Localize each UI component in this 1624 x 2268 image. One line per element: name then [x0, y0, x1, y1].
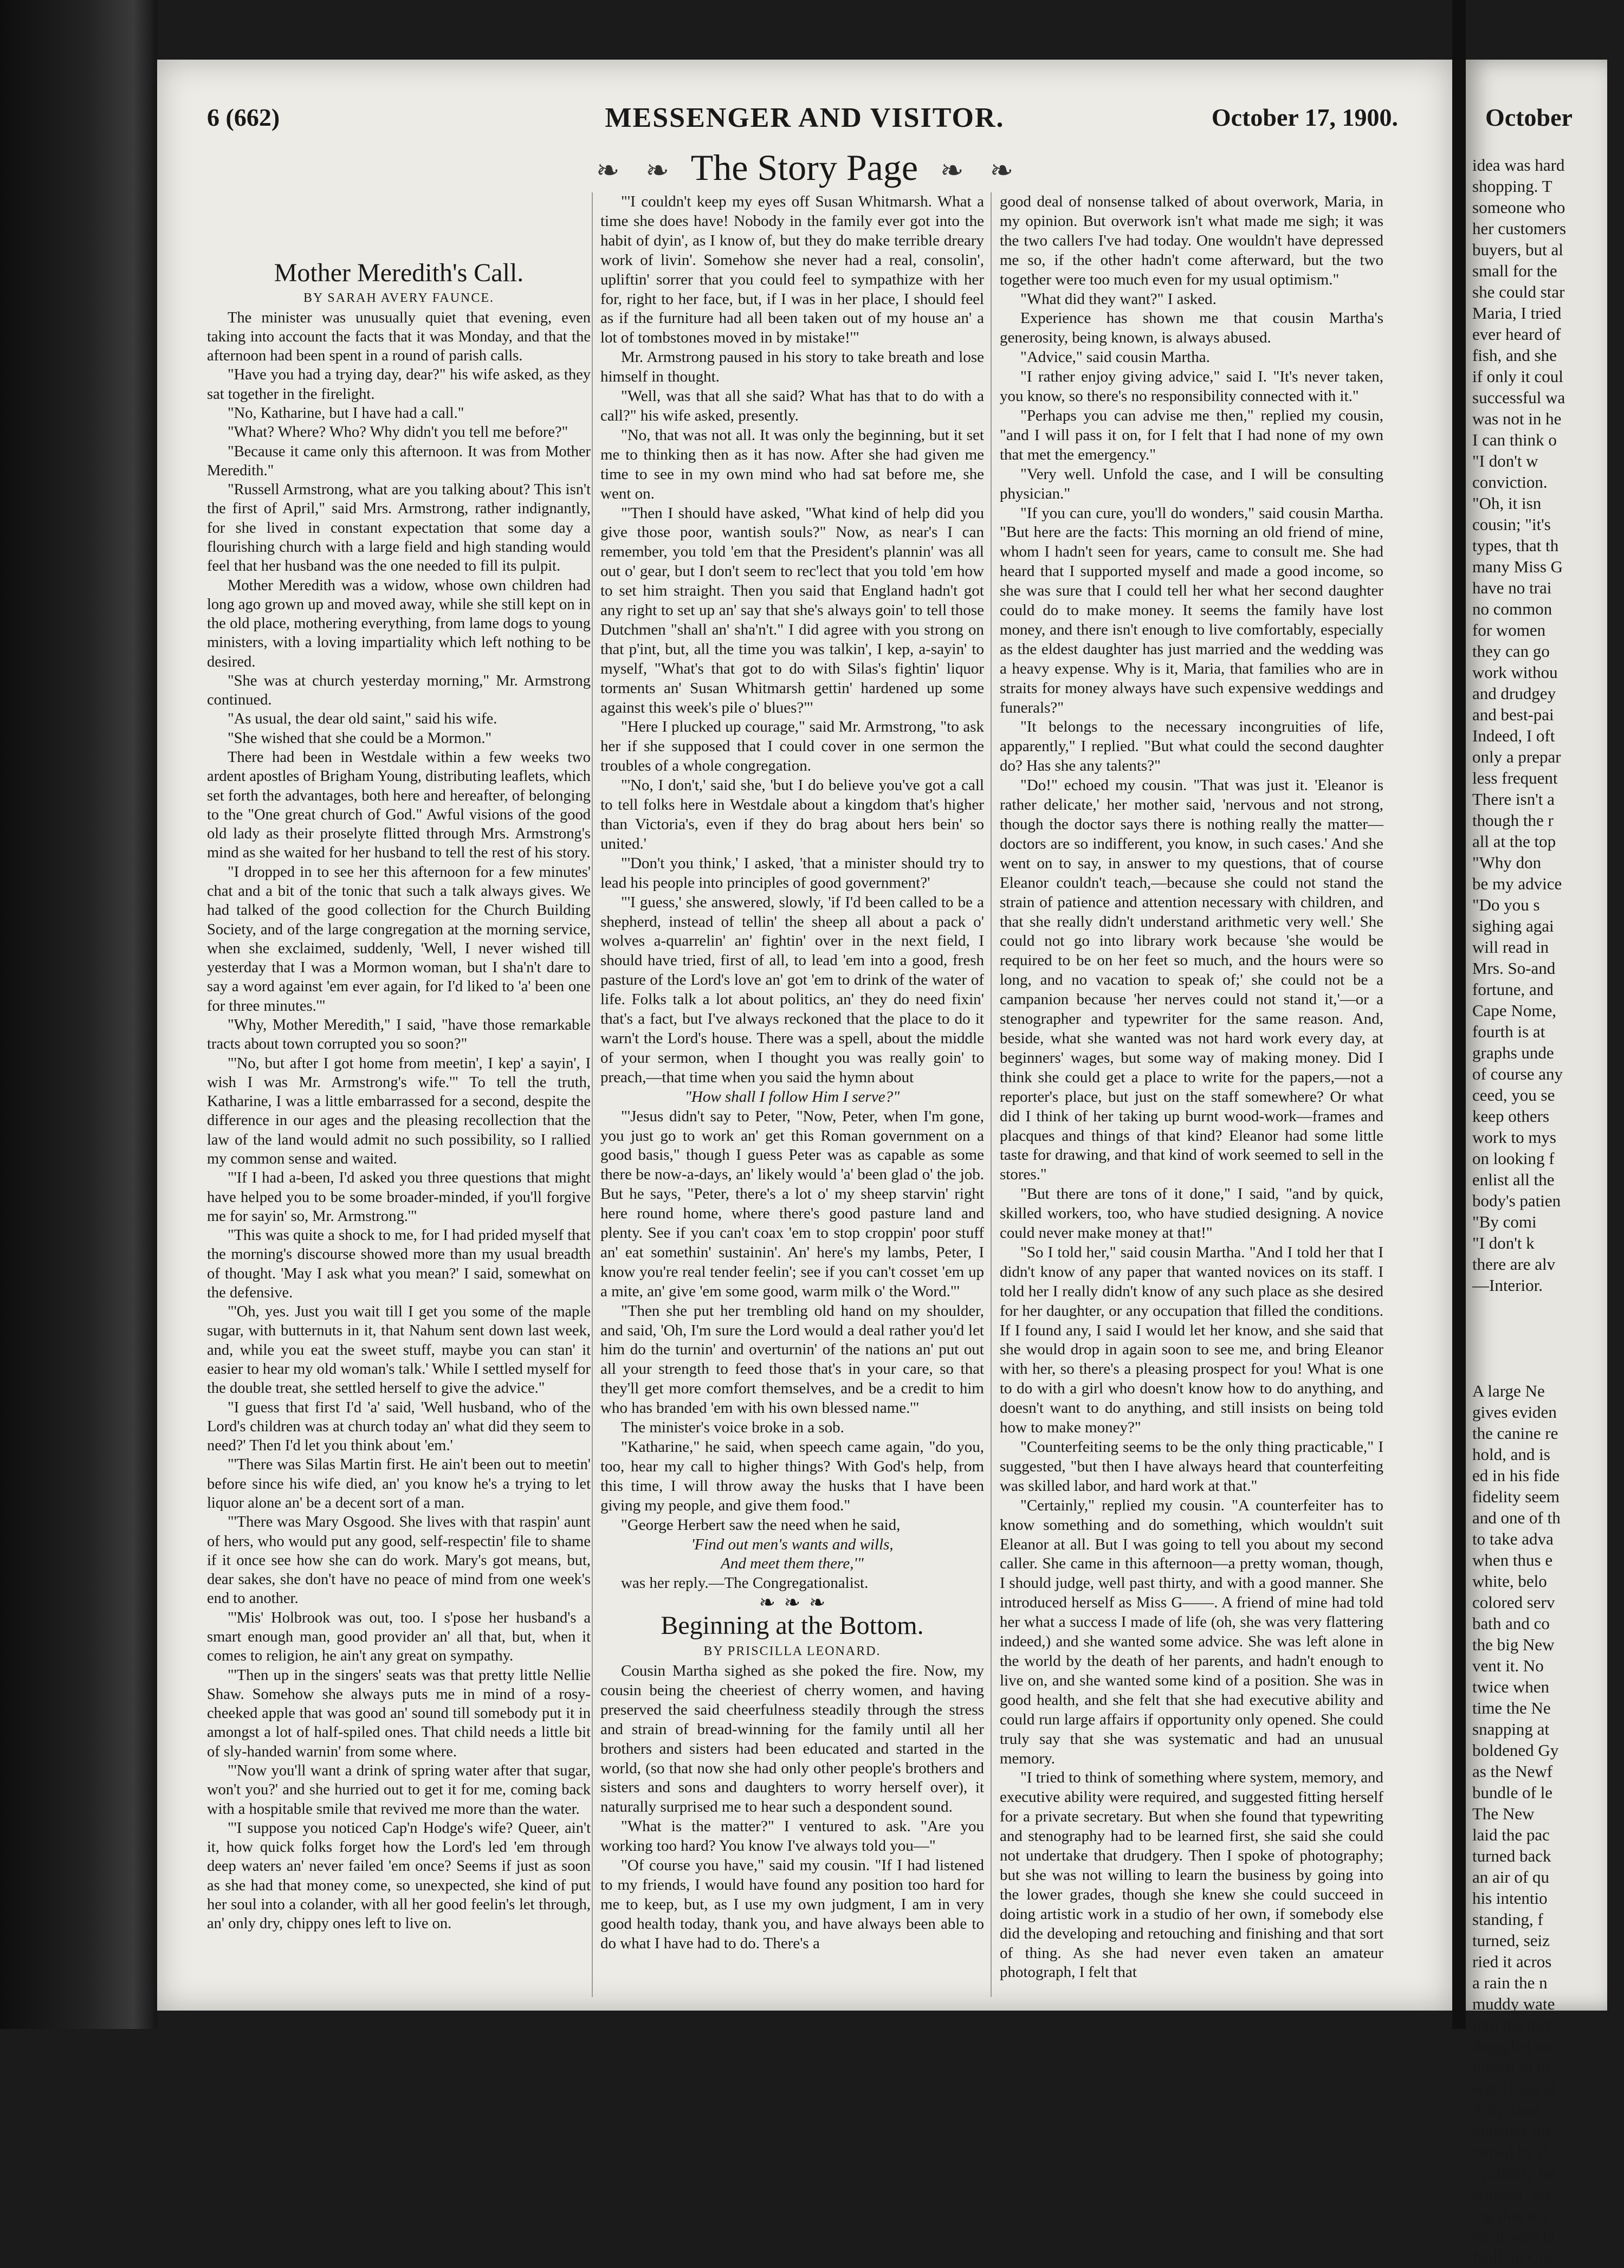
- text-line: shopping. T: [1472, 177, 1552, 196]
- text-line: fourth is at: [1472, 1022, 1545, 1041]
- paragraph: "'Don't you think,' I asked, 'that a minister should try to lead his people into principles of good government?': [600, 854, 984, 891]
- text-line: Noll, in Chi: [1472, 2248, 1552, 2267]
- leaf-ornament-icon: ❧: [809, 1592, 826, 1614]
- paragraph: "No, Katharine, but I have had a call.": [228, 404, 464, 422]
- paragraph: was her reply.—The Congregationalist.: [621, 1574, 869, 1592]
- text-line: I can think o: [1472, 430, 1557, 449]
- paragraph: "'Now you'll want a drink of spring water after that sugar, won't you?' and she hurried out to get it for me, coming back with a hospitable smile that revived me more than the water.: [207, 1762, 591, 1818]
- text-line: if only it coul: [1472, 367, 1563, 386]
- facing-page: [1466, 60, 1607, 2267]
- article-byline: BY PRISCILLA LEONARD.: [703, 1644, 881, 1659]
- text-line: twice when: [1472, 1677, 1550, 1696]
- text-line: into the dirt: [1472, 2015, 1551, 2034]
- text-line: someone who: [1472, 198, 1565, 217]
- text-line: "Why don: [1472, 853, 1542, 872]
- paragraph: "I guess that first I'd 'a' said, 'Well husband, who of the Lord's children was at church today an' what did they seem to need?' Then I'd let you think about 'em.': [207, 1399, 591, 1455]
- paragraph: "I dropped in to see her this afternoon for a few minutes' chat and a bit of the tonic that such a talk always gives. We had talked of the good collection for the Church Building Society, and of the large congregation at the morning service, when she exclaimed, suddenly, 'Well, I never wished till yesterday that I was a Mormon woman, but I sha'n't dare to say a word against 'em ever again, for I'd liked to 'a' been one for three minutes.'": [207, 863, 591, 1015]
- paragraph: good deal of nonsense talked of about overwork, Maria, in my opinion. But overwork isn't what made me sigh; it was the two callers I've had today. One wouldn't have depressed me so, if the other hadn't come afterward, but the two together were too much even for my usual optimism.": [1000, 193, 1383, 288]
- paragraph: The minister was unusually quiet that evening, even taking into account the facts that it was Monday, and that the afternoon had been spent in a round of parish calls.: [207, 309, 591, 365]
- text-line: "Oh, it isn: [1472, 494, 1542, 513]
- leaf-ornament-icon: ❧: [759, 1592, 775, 1614]
- article-byline: BY SARAH AVERY FAUNCE.: [303, 291, 495, 306]
- paragraph: "She was at church yesterday morning," Mr. Armstrong continued.: [207, 672, 591, 709]
- paragraph: "Russell Armstrong, what are you talking about? This isn't the first of April," said Mrs. Armstrong, rather indignantly, for she lived in constant expectation that some day a flourishing church with a large field and high standing would feel that her husband was the one needed to fill its pulpit.: [207, 481, 591, 575]
- paragraph: "Of course you have," said my cousin. "If I had listened to my friends, I would have found any position too hard for me to keep, but, as I use my own judgment, I am in very good health today, thank you, and have always been able to do what I have had to do. There's a: [600, 1857, 984, 1952]
- text-line: work to mys: [1472, 1128, 1556, 1147]
- text-line: "Do you s: [1472, 895, 1540, 914]
- text-line: fidelity seem: [1472, 1487, 1560, 1506]
- text-line: they can go: [1472, 642, 1550, 661]
- paragraph: "'No, but after I got home from meetin', I kep' a sayin', I wish I was Mr. Armstrong's wife.'" To tell the truth, Katharine, I was a little embarrassed for a second, despite the difference in our ages and the pleasing recollection that the law of the land would admit no such possibility, so I rallied my common sense and waited.: [207, 1055, 591, 1167]
- paragraph: "What is the matter?" I ventured to ask. "Are you working too hard? You know I've always told you—": [600, 1818, 984, 1855]
- article-title: Beginning at the Bottom.: [661, 1611, 924, 1640]
- issue-date: October 17, 1900.: [1211, 104, 1398, 131]
- paragraph: "'There was Silas Martin first. He ain't been out to meetin' before since his wife died, an' you know he's a trying to let liquor alone an' be a decent sort of a man.: [207, 1456, 591, 1511]
- paragraph: "Advice," said cousin Martha.: [1020, 348, 1210, 366]
- paragraph: "No, that was not all. It was only the beginning, but it set me to thinking then as it has now. After she had given me time to see in my own mind who had sat before me, she went on.: [600, 426, 984, 502]
- paragraph: "'There was Mary Osgood. She lives with that raspin' aunt of hers, who would put any good, self-respectin' file to shame if it once see how she can do work. Mary's got means, but, dear sakes, she don't have no peace of mind from one week's end to another.: [207, 1514, 591, 1607]
- paragraph: "Very well. Unfold the case, and I will be consulting physician.": [1000, 465, 1383, 502]
- text-line: ing that it s: [1472, 2206, 1548, 2225]
- paragraph: And meet them there,'": [721, 1555, 864, 1573]
- page-number: 6 (662): [207, 104, 280, 131]
- paragraph: "What did they want?" I asked.: [1020, 290, 1217, 308]
- paragraph: "Well, was that all she said? What has that to do with a call?" his wife asked, presently.: [600, 387, 984, 424]
- paragraph: The minister's voice broke in a sob.: [621, 1419, 844, 1437]
- text-line: there are alv: [1472, 1255, 1556, 1274]
- leaf-ornament-icon: ❧: [784, 1592, 801, 1614]
- text-line: white, belo: [1472, 1572, 1547, 1591]
- paragraph: "Counterfeiting seems to be the only thing practicable," I suggested, "but then I have always heard that counterfeiting was skilled labor, and hard work at that.": [1000, 1438, 1383, 1495]
- paragraph: "Have you had a trying day, dear?" his wife asked, as they sat together in the firelight.: [207, 366, 591, 403]
- text-line: will read in: [1472, 938, 1549, 957]
- paragraph: "I tried to think of something where system, memory, and executive ability were required, and suggested fitting herself for a private secretary. But when she found that typewriting and stenography had to be learned first, she said she could not undertake that drudgery. Then I spoke of photography; but she was not willing to learn the business by going into the lower grades, though she knew she could succeed in doing artistic work in a studio of her own, if somebody else did the developing and retouching and finishing and that sort of thing. As she had never even taken an amateur photograph, I felt that: [1000, 1769, 1383, 1981]
- text-line: There isn't a: [1472, 790, 1555, 809]
- text-line: ed in his fide: [1472, 1466, 1560, 1485]
- text-line: Indeed, I oft: [1472, 726, 1555, 745]
- paragraph: "Certainly," replied my cousin. "A counterfeiter has to know something and do something, which wouldn't suit Eleanor at all. But I was going to tell you about my second caller. She came in this afternoon—a pretty woman, though, I should judge, well past thirty, and with a good manner. She introduced herself as Miss G——. A friend of mine had told her what a success I made of life (oh, she was very flattering indeed,) and she wanted some advice. She was left alone in the world by the death of her parents, and hadn't enough to live on, and she wanted some kind of a position. She was in good health, and she felt that she had executive ability and could run large affairs if opportunity only opened. She could truly say that she was systematic and had an unusual memory.: [1000, 1496, 1383, 1767]
- text-line: ceed, you se: [1472, 1085, 1555, 1104]
- column-rule: [991, 192, 992, 1997]
- text-line: body's patien: [1472, 1191, 1561, 1210]
- text-line: conviction.: [1472, 473, 1548, 492]
- text-line: an air of qu: [1472, 1868, 1550, 1886]
- text-line: snapping at: [1472, 1720, 1550, 1739]
- text-line: on looking f: [1472, 1149, 1555, 1168]
- leaf-ornament-icon: ❧: [940, 156, 964, 186]
- text-line: positively la: [1472, 2227, 1555, 2246]
- page-gutter: [1452, 0, 1466, 2029]
- paragraph: "It belongs to the necessary incongruities of life, apparently," I replied. "But what could the second daughter do? Has she any talents?": [1000, 718, 1383, 775]
- text-line: idea was hard: [1472, 156, 1565, 175]
- text-line: A bystand: [1472, 2100, 1540, 2119]
- text-line: [1472, 1317, 1624, 1338]
- text-line: sighing agai: [1472, 916, 1554, 935]
- column-1: [207, 260, 591, 1933]
- paragraph: "Perhaps you can advise me then," replied my cousin, "and I will pass it on, for I felt that I had none of my own that met the emergency.": [1000, 406, 1383, 463]
- paragraph: Mother Meredith was a widow, whose own children had long ago grown up and moved away, while she still kept on in the old place, mothering everything, from lame dogs to young ministers, with a loving impartiality which left nothing to be desired.: [207, 577, 591, 670]
- text-line: standing, f: [1472, 1910, 1543, 1929]
- paragraph: There had been in Westdale within a few weeks two ardent apostles of Brigham Young, distributing leaflets, which set forth the advantages, both here and hereafter, of belonging to the "One great church of God." Awful visions of the good old lady as their proselyte flitted through Mrs. Armstrong's mind as she waited for her husband to tell the rest of his story.: [207, 749, 591, 862]
- text-line: only a prepar: [1472, 747, 1561, 766]
- text-line: her customers: [1472, 219, 1567, 238]
- text-line: no common: [1472, 599, 1552, 618]
- text-line: —Interior.: [1472, 1276, 1543, 1295]
- divider-ornament: [600, 1593, 984, 1613]
- column-2: [600, 192, 984, 1954]
- text-line: though the r: [1472, 811, 1554, 830]
- leaf-ornament-icon: ❧: [645, 156, 669, 186]
- paragraph: "As usual, the dear old saint," said his wife.: [228, 710, 497, 728]
- paragraph: "But there are tons of it done," I said, "and by quick, skilled workers, too, who have studied designing. A novice could never make money at that!": [1000, 1185, 1383, 1242]
- text-line: work withou: [1472, 663, 1558, 682]
- text-line: "By comi: [1472, 1212, 1537, 1231]
- text-line: many Miss G: [1472, 557, 1563, 576]
- text-line: [1472, 1338, 1624, 1359]
- paragraph: "'Then I should have asked, "What kind of help did you give those poor, wantish souls?" Now, as near's I can remember, you told 'em that the President's plannin' was all out o' gear, but I don't seem to rec'lect that you told 'em how to set him straight. Then you said that England hadn't got any right to set up an' say that she's always goin' to tell those Dutchmen "shall an' sha'n't." I did agree with you strong on that p'int, but, all the time you was talkin', I kep, a-sayin' to myself, "What's that got to do with Silas's fightin' liquor torments an' Susan Whitmarsh gettin' hardened up some against this week's pile o' blues?"': [600, 504, 984, 716]
- paragraph: "'No, I don't,' said she, 'but I do believe you've got a call to tell folks here in Westdale about a kingdom that's higher than Victoria's, even if they do brag about hers bein' so united.': [600, 777, 984, 852]
- text-line: types, that th: [1472, 536, 1559, 555]
- text-line: fish, and she: [1472, 346, 1557, 365]
- text-line: ever heard of: [1472, 325, 1561, 344]
- text-line: to take adva: [1472, 1529, 1554, 1548]
- text-line: Cape Nome,: [1472, 1001, 1556, 1020]
- text-line: A large Ne: [1472, 1381, 1545, 1400]
- newspaper-page: [157, 60, 1452, 2011]
- paragraph: "'Then up in the singers' seats was that pretty little Nellie Shaw. Somehow she always puts me in mind of a rosy-cheeked apple that was good an' sound till somebody put it in amongst a lot of half-spiled ones. That child needs a little bit of sly-handed warnin' from some where.: [207, 1666, 591, 1760]
- paragraph: "Because it came only this afternoon. It was from Mother Meredith.": [207, 443, 591, 479]
- book-binding: [0, 0, 157, 2029]
- text-line: small for the: [1472, 261, 1557, 280]
- text-line: [1472, 1359, 1624, 1380]
- paragraph: 'Find out men's wants and wills,: [691, 1535, 894, 1553]
- text-line: colored serv: [1472, 1593, 1555, 1612]
- text-line: laid the pac: [1472, 1825, 1550, 1844]
- paragraph: "How shall I follow Him I serve?": [684, 1088, 900, 1106]
- text-line: fortune, and: [1472, 980, 1554, 999]
- paragraph: "I rather enjoy giving advice," said I. "It's never taken, you know, so there's no responsibility connected with it.": [1000, 368, 1383, 405]
- text-line: was not in he: [1472, 409, 1562, 428]
- text-line: when thus e: [1472, 1550, 1553, 1569]
- text-line: less frequent: [1472, 768, 1558, 787]
- text-line: boldened Gy: [1472, 1741, 1559, 1760]
- text-line: the canine re: [1472, 1424, 1558, 1443]
- text-line: vent it. No: [1472, 1656, 1544, 1675]
- text-line: and one of th: [1472, 1508, 1561, 1527]
- paragraph: "Then she put her trembling old hand on my shoulder, and said, 'Oh, I'm sure the Lord would a deal rather you'd let him do the turnin' and overturnin' of the nations an' put out all your strength to feed those that's in your care, so that they'll get more comfort themselves, and be a credit to him who has branded 'em with his own blessed name.'": [600, 1302, 984, 1417]
- facing-page-header: October: [1485, 104, 1573, 131]
- text-line: tained by th: [1472, 2142, 1552, 2161]
- paragraph: "Here I plucked up courage," said Mr. Armstrong, "to ask her if she supposed that I could cover in one sermon the troubles of a whole congregation.: [600, 718, 984, 775]
- section-heading: [157, 146, 1452, 189]
- text-line: The New: [1472, 1804, 1535, 1823]
- paragraph: "Why, Mother Meredith," I said, "have those remarkable tracts about town corrupted you so soon?": [207, 1016, 591, 1053]
- text-line: draggled an: [1472, 2037, 1551, 2056]
- paragraph: "This was quite a shock to me, for I had prided myself that the morning's discourse showed more than my usual breadth of thought. 'May I ask what you mean?' I said, somewhat on the defensive.: [207, 1227, 591, 1301]
- text-line: ward look at: [1472, 2079, 1556, 2098]
- text-line: and best-pai: [1472, 705, 1554, 724]
- text-line: "I don't w: [1472, 451, 1538, 470]
- text-line: successful wa: [1472, 388, 1565, 407]
- paragraph: "Katharine," he said, when speech came again, "do you, too, hear my call to higher things? With God's help, from this time, I will throw away the husks that I have been giving my people, and give them food.": [600, 1438, 984, 1514]
- text-line: enlist all the: [1472, 1170, 1555, 1189]
- text-line: his intentio: [1472, 1889, 1548, 1908]
- paragraph: "'If I had a-been, I'd asked you three questions that might have helped you to be some broader-minded, if you'll forgive me for sayin' so, Mr. Armstrong.'": [207, 1169, 591, 1225]
- column-rule: [592, 192, 593, 1997]
- paragraph: "'I couldn't keep my eyes off Susan Whitmarsh. What a time she does have! Nobody in the family ever got into the habit of dyin', as I know of, but they do make terrible dreary work of livin'. Somehow she never had a real, consolin', upliftin' sorrer that you could feel to sympathize with her for, right to her face, but, if I was in her place, I should feel as if the furniture had all been taken out of my house an' a lot of tombstones moved in by mistake!'": [600, 193, 984, 347]
- text-line: gives eviden: [1472, 1403, 1557, 1421]
- paragraph: "So I told her," said cousin Martha. "And I told her that I didn't know of any paper that wanted novices on its staff. I told her I really didn't know of any such place as she desired for her daughter, or any occupation that filled the conditions. If I found any, I said I would let her know, and she said that she would drop in again soon to see me, and bring Eleanor with her, so there's a pleasing prospect for you! What is one to do with a girl who doesn't know how to do anything, and doesn't want to do anything, and still insists on being told how to make money?": [1000, 1243, 1383, 1437]
- text-line: turned to hi: [1472, 2058, 1550, 2077]
- text-line: all at the top: [1472, 832, 1556, 851]
- text-line: have no trai: [1472, 578, 1552, 597]
- leaf-ornament-icon: ❧: [989, 156, 1014, 186]
- text-line: time the Ne: [1472, 1698, 1551, 1717]
- leaf-ornament-icon: ❧: [596, 156, 620, 186]
- paragraph: Cousin Martha sighed as she poked the fire. Now, my cousin being the cheeriest of cherry women, and having preserved the said cheerfulness steadily through the stress and strain of bread-winning for the family until all her brothers and sisters had been educated and started in the world, (so that now she had only other people's brothers and sisters and sons and daughters to worry herself over), it naturally surprised me to hear such a despondent sound.: [600, 1662, 984, 1816]
- paragraph: "She wished that she could be a Mormon.": [228, 729, 492, 747]
- text-line: "I don't k: [1472, 1233, 1535, 1252]
- text-line: the big New: [1472, 1635, 1555, 1654]
- paragraph: "What? Where? Who? Why didn't you tell me before?": [228, 424, 568, 441]
- section-title: The Story Page: [690, 147, 918, 188]
- text-line: as the Newf: [1472, 1762, 1553, 1781]
- text-line: vouches for: [1472, 2121, 1551, 2140]
- text-line: evidently be: [1472, 2163, 1555, 2182]
- text-line: turned back: [1472, 1846, 1551, 1865]
- paragraph: "George Herbert saw the need when he said,: [621, 1516, 901, 1534]
- text-line: a rain the n: [1472, 1973, 1548, 1992]
- text-line: [1472, 1296, 1624, 1317]
- facing-page-text: [1472, 154, 1624, 2268]
- paragraph: Mr. Armstrong paused in his story to take breath and lose himself in thought.: [600, 348, 984, 386]
- text-line: ried it acros: [1472, 1952, 1552, 1971]
- text-line: keep others: [1472, 1107, 1550, 1126]
- text-line: Maria, I tried: [1472, 303, 1562, 322]
- masthead: MESSENGER AND VISITOR.: [605, 102, 1005, 133]
- page-header: [157, 98, 1452, 146]
- text-line: hold, and is: [1472, 1445, 1550, 1464]
- text-line: for women: [1472, 621, 1546, 639]
- text-line: muddy wate: [1472, 1994, 1555, 2013]
- text-line: graphs unde: [1472, 1043, 1554, 1062]
- paragraph: "'I guess,' she answered, slowly, 'if I'd been called to be a shepherd, instead of tellin' the sheep all about a pack o' wolves a-quarrelin' an' fightin' over in the next field, I should have tried, first of all, to lead 'em into a good, fresh pasture of the Lord's love an' got 'em to drink of the water of life. Folks talk a lot about politics, an' they do need fixin' that's a fact, but I've always reckoned that the place to do it warn't the Lord's house. There was a spell, about the middle of your sermon, when I thought you was really goin' to preach,—that time when you said the hymn about: [600, 893, 984, 1086]
- paragraph: "If you can cure, you'll do wonders," said cousin Martha. "But here are the facts: This morning an old friend of mine, whom I hadn't seen for years, came to consult me. She had heard that I supported myself and made a good income, so she was sure that I could tell her what her second daughter could do to make money. It seems the family have lost money, and there isn't enough to live comfortably, especially as the eldest daughter has just married and the wedding was a heavy expense. Why is it, Maria, that families who are in straits for money always have such expensive weddings and funerals?": [1000, 504, 1383, 716]
- paragraph: "'Mis' Holbrook was out, too. I s'pose her husband's a smart enough man, good provider an' all that, but, when it comes to religion, he ain't any great on sympathy.: [207, 1609, 591, 1665]
- text-line: be my advice: [1472, 874, 1562, 893]
- column-3: [1000, 192, 1383, 1982]
- text-line: of course any: [1472, 1064, 1563, 1083]
- paragraph: "'I suppose you noticed Cap'n Hodge's wife? Queer, ain't it, how quick folks forget how the Lord's led 'em through deep waters an' never failed 'em once? Seems if just as soon as she had that money come, so unexpected, she kind of put her soul into a colander, with all her good feelin's let through, an' only dry, chippy ones left to live on.: [207, 1819, 591, 1933]
- text-line: and drudgey: [1472, 684, 1556, 703]
- text-line: buyers, but al: [1472, 240, 1563, 259]
- text-line: turned, seiz: [1472, 1931, 1550, 1950]
- text-line: cousin; "it's: [1472, 515, 1551, 534]
- text-line: witness' ver: [1472, 2185, 1551, 2204]
- text-line: Mrs. So-and: [1472, 959, 1556, 978]
- paragraph: "'Jesus didn't say to Peter, "Now, Peter, when I'm gone, you just go to work an' get this Roman government on a good basis," though I guess Peter was as capable as some there be now-a-days, an' likely would 'a' been glad o' the job. But he says, "Peter, there's a lot o' my sheep starvin' right here round home, where there's good pasture land and plenty. See if you can't coax 'em to stop croppin' poor stuff an' eat somethin' sustainin'. An' here's my lambs, Peter, I know you're real tender feelin'; see if you can't cosset 'em up a mite, an' give 'em some good, warm milk o' the Word."': [600, 1107, 984, 1300]
- paragraph: "'Oh, yes. Just you wait till I get you some of the maple sugar, with butternuts in it, that Nahum sent down last week, and, while you eat the sweet stuff, maybe you can stan' it easier to hear my old woman's talk.' While I settled myself for the double treat, she settled herself to give the advice.": [207, 1303, 591, 1397]
- text-line: bundle of le: [1472, 1783, 1553, 1802]
- paragraph: "Do!" echoed my cousin. "That was just it. 'Eleanor is rather delicate,' her mother said, 'nervous and not strong, though the doctor says there is nothing really the matter—doctors are so indifferent, you know, in such cases.' And she went on to say, in answer to my questions, that of course Eleanor couldn't teach,—because she could not stand the strain of patience and attention necessary with children, and that she really didn't understand arithmetic very well.' She could not go into library work because 'she would be required to be on her feet so much, and the hours were so long, and no vacation to speak of;' she could not be a campanion because 'her nerves could not stand it,'—or a stenographer and typewriter for the same reason. And, beside, what she wanted was not hard work every day, at beginners' wages, but some way of making money. Did I think she could get a place to write for the papers,—not a reporter's place, but just on the staff somewhere? Or what did I think of her taking up burnt wood-work—frames and placques and things of that kind? Eleanor had some little taste for drawing, and that kind of work seemed to sell in the stores.": [1000, 777, 1383, 1184]
- paragraph: Experience has shown me that cousin Martha's generosity, being known, is always abused.: [1000, 309, 1383, 347]
- text-line: she could star: [1472, 282, 1565, 301]
- text-line: bath and co: [1472, 1614, 1550, 1633]
- article-title: Mother Meredith's Call.: [274, 259, 524, 287]
